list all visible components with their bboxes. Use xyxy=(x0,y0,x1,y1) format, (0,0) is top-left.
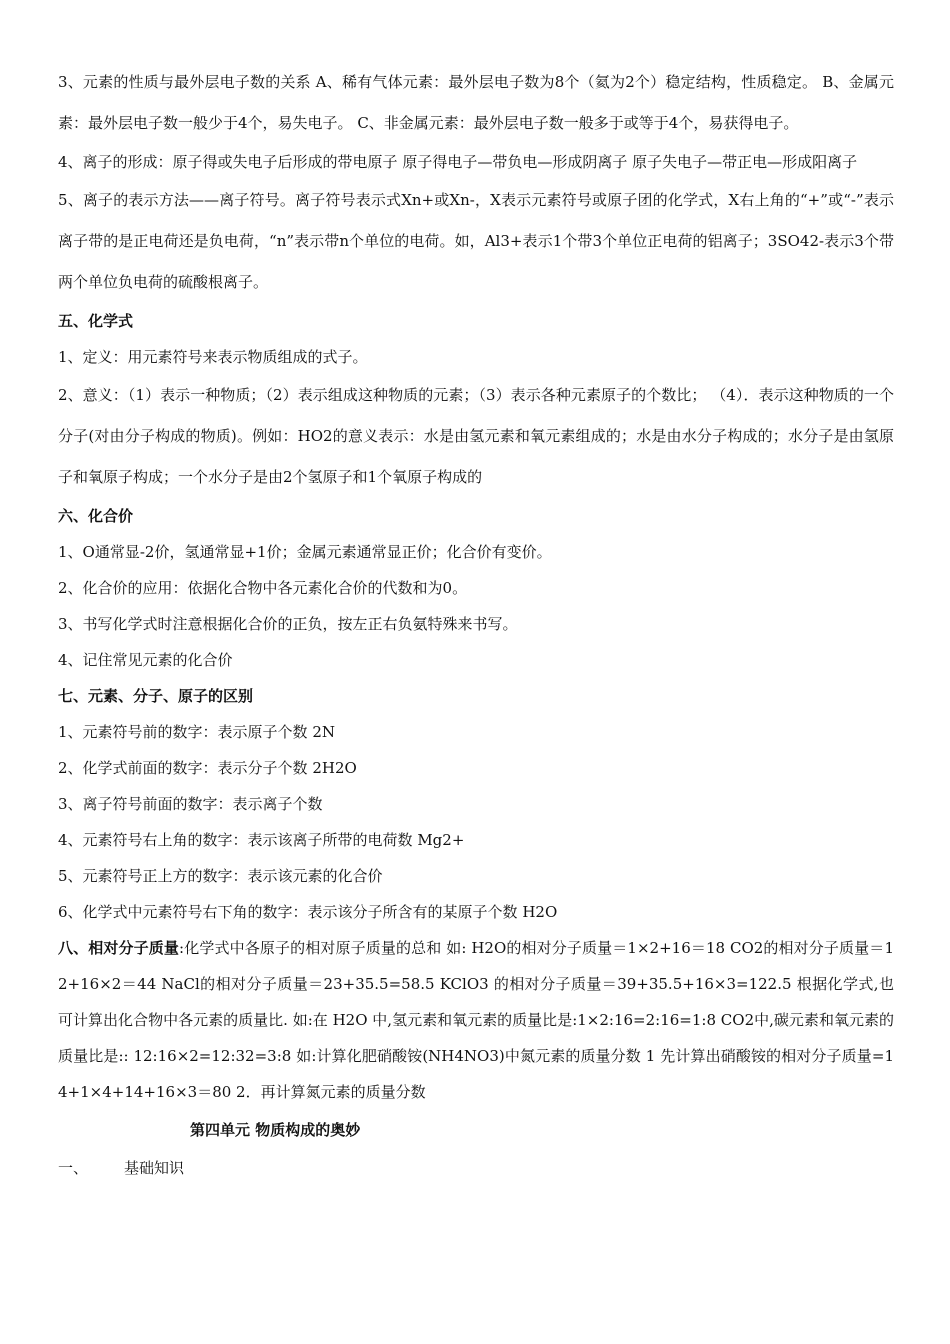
section6-item: 1、O通常显-2价，氢通常显+1价；金属元素通常显正价；化合价有变价。 xyxy=(58,543,552,561)
section7-item: 4、元素符号右上角的数字：表示该离子所带的电荷数 Mg2+ xyxy=(58,831,465,849)
section6-item: 3、书写化学式时注意根据化合价的正负，按左正右负氨特殊来书写。 xyxy=(58,615,518,633)
section7-item: 5、元素符号正上方的数字：表示该元素的化合价 xyxy=(58,867,383,885)
section-heading-element-molecule-atom: 七、元素、分子、原子的区别 xyxy=(58,687,254,705)
section8-paragraph xyxy=(58,930,894,1110)
document-page xyxy=(58,62,894,1186)
section7-item: 2、化学式前面的数字：表示分子个数 2H2O xyxy=(58,759,357,777)
section6-item: 2、化合价的应用：依据化合物中各元素化合价的代数和为0。 xyxy=(58,579,468,597)
paragraph-element-properties: 3、元素的性质与最外层电子数的关系 A、稀有气体元素：最外层电子数为8个（氦为2个）稳定结构，性质稳定。 B、金属元素：最外层电子数一般少于4个，易失电子。 C、非金属元素：最外层电子数一般多于或等于4个，易获得电子。 xyxy=(58,73,894,132)
section7-item: 6、化学式中元素符号右下角的数字：表示该分子所含有的某原子个数 H2O xyxy=(58,903,558,921)
section5-item: 2、意义：（1）表示一种物质；（2）表示组成这种物质的元素；（3）表示各种元素原子的个数比； （4）．表示这种物质的一个分子(对由分子构成的物质)。例如：HO2的意义表示：水是由氢元素和氧元素组成的；水是由水分子构成的；水分子是由氢原子和氧原子构成；一个水分子是由2个氢原子和1个氧原子构成的 xyxy=(58,386,894,486)
unit-title: 第四单元 物质构成的奥妙 xyxy=(190,1121,361,1139)
section7-item: 1、元素符号前的数字：表示原子个数 2N xyxy=(58,723,335,741)
section-heading-relative-molecular-mass: 八、相对分子质量 xyxy=(58,939,180,957)
section6-item: 4、记住常见元素的化合价 xyxy=(58,651,233,669)
paragraph-ion-formation: 4、离子的形成：原子得或失电子后形成的带电原子 原子得电子—带负电—形成阴离子 原子失电子—带正电—形成阳离子 xyxy=(58,153,858,171)
basic-knowledge-number: 一、 xyxy=(58,1159,89,1177)
section8-body: :化学式中各原子的相对原子质量的总和 如: H2O的相对分子质量＝1×2+16＝18 CO2的相对分子质量＝12+16×2＝44 NaCl的相对分子质量＝23+35.5=58.5 KClO3 的相对分子质量＝39+35.5+16×3=122.5 根据化学式,也可计算出化合物中各元素的质量比. 如:在 H2O 中,氢元素和氧元素的质量比是:1×2:16=2:16=1:8 CO2中,碳元素和氧元素的质量比是:: 12:16×2=12:32=3:8 如:计算化肥硝酸铵(NH4NO3)中氮元素的质量分数 1 先计算出硝酸铵的相对分子质量=14+1×4+14+16×3＝80 2．再计算氮元素的质量分数 xyxy=(58,939,894,1101)
section7-item: 3、离子符号前面的数字：表示离子个数 xyxy=(58,795,323,813)
section-heading-valence: 六、化合价 xyxy=(58,507,134,525)
basic-knowledge-heading xyxy=(58,1150,894,1186)
basic-knowledge-label: 基础知识 xyxy=(124,1159,185,1177)
paragraph-ion-notation: 5、离子的表示方法——离子符号。离子符号表示式Xn+或Xn-，X表示元素符号或原子团的化学式，X右上角的“+”或“-”表示离子带的是正电荷还是负电荷，“n”表示带n个单位的电荷。如，Al3+表示1个带3个单位正电荷的铝离子；3SO42-表示3个带两个单位负电荷的硫酸根离子。 xyxy=(58,191,894,291)
section5-item: 1、定义：用元素符号来表示物质组成的式子。 xyxy=(58,348,368,366)
section-heading-chemical-formula: 五、化学式 xyxy=(58,312,134,330)
